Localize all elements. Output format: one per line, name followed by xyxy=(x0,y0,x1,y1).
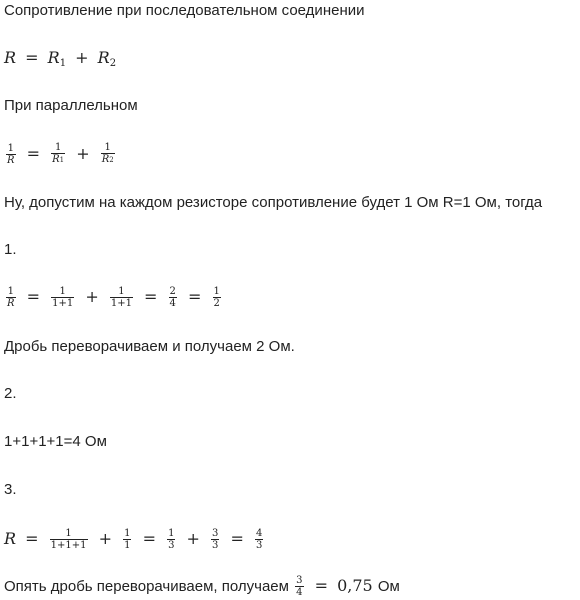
subscript: 2 xyxy=(109,58,117,69)
equals-sign: = xyxy=(230,529,244,548)
parallel-heading: При параллельном xyxy=(4,97,138,114)
case-1-formula xyxy=(4,286,223,309)
fraction: $\frac{2}{4}$ xyxy=(169,286,176,309)
fraction: $\frac{1}{1}$ xyxy=(124,528,131,551)
equals-sign: = xyxy=(314,576,328,595)
fraction: $\frac{1}{3}$ xyxy=(168,528,175,551)
plus-sign: + xyxy=(85,287,99,306)
formula-symbol: R xyxy=(4,529,17,548)
plus-sign: + xyxy=(186,529,200,548)
subscript: 1 xyxy=(59,58,67,69)
equals-sign: = xyxy=(26,143,41,163)
result-value: 0,75 xyxy=(337,576,373,595)
equals-sign: = xyxy=(144,287,158,306)
fraction: $\frac{1}{1+1}$ xyxy=(110,286,132,309)
series-heading: Сопротивление при последовательном соединении xyxy=(4,2,365,19)
fraction: $\frac{1}{R2}$ xyxy=(101,142,114,165)
case-3-formula xyxy=(4,528,265,551)
assumption-text: Ну, допустим на каждом резисторе сопротивление будет 1 Ом R=1 Ом, тогда xyxy=(4,194,543,211)
fraction: $\frac{1}{R}$ xyxy=(7,286,15,309)
fraction: $\frac{4}{3}$ xyxy=(256,528,263,551)
case-3-result-text: Опять дробь переворачиваем, получаем xyxy=(4,578,289,595)
formula-symbol: R xyxy=(4,48,17,67)
fraction: $\frac{1}{2}$ xyxy=(213,286,220,309)
plus-sign: + xyxy=(75,48,89,67)
case-2-sum: 1+1+1+1=4 Ом xyxy=(4,433,107,450)
case-2-label: 2. xyxy=(4,385,17,402)
fraction: $\frac{1}{1+1}$ xyxy=(52,286,74,309)
case-3-result-math xyxy=(293,575,378,598)
plus-sign: + xyxy=(98,529,112,548)
equals-sign: = xyxy=(25,529,39,548)
case-3-label: 3. xyxy=(4,481,17,498)
unit-label: Ом xyxy=(377,578,400,595)
case-1-result: Дробь переворачиваем и получаем 2 Ом. xyxy=(4,338,295,355)
fraction: $\frac{1}{R}$ xyxy=(7,142,15,166)
formula-symbol: R xyxy=(47,48,60,67)
equals-sign: = xyxy=(26,287,41,306)
fraction: $\frac{1}{R1}$ xyxy=(52,142,65,165)
parallel-formula xyxy=(4,142,117,166)
fraction: $\frac{3}{4}$ xyxy=(296,575,303,598)
formula-symbol: R xyxy=(97,48,110,67)
fraction: $\frac{3}{3}$ xyxy=(212,528,219,551)
series-formula xyxy=(4,48,116,74)
case-1-label: 1. xyxy=(4,241,17,258)
equals-sign: = xyxy=(188,287,202,306)
plus-sign: + xyxy=(76,143,90,163)
case-3-result xyxy=(4,575,400,598)
fraction: $\frac{1}{1+1+1}$ xyxy=(50,528,87,551)
equals-sign: = xyxy=(25,48,39,67)
equals-sign: = xyxy=(142,529,156,548)
